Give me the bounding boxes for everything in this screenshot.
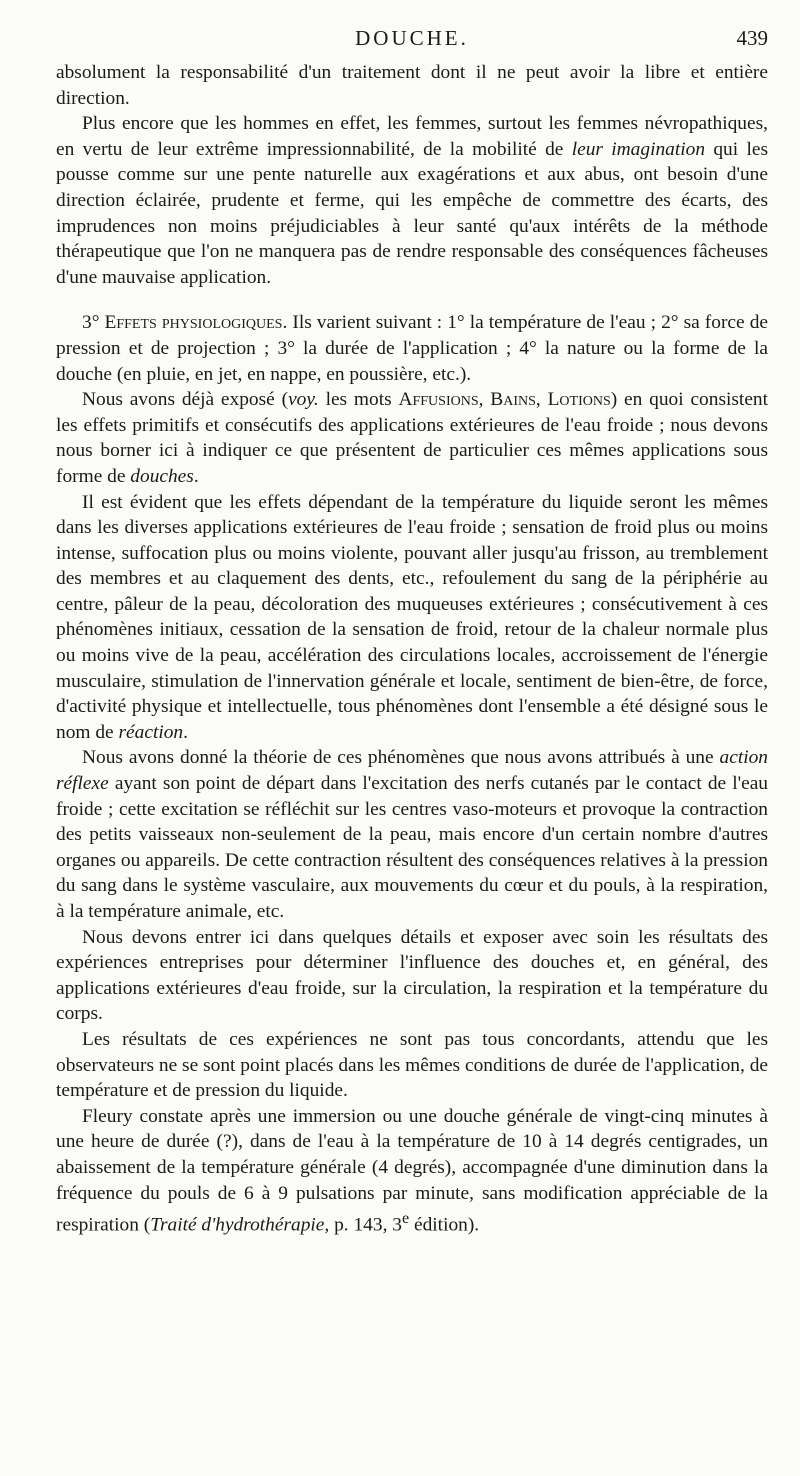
comma: , bbox=[535, 389, 548, 411]
paragraph-6 bbox=[56, 745, 768, 924]
page-header bbox=[56, 26, 768, 56]
running-title: DOUCHE. bbox=[355, 26, 469, 50]
paragraph-9-italic: Traité d'hydrothérapie, bbox=[150, 1214, 330, 1236]
paragraph-5-italic: réaction bbox=[118, 721, 184, 743]
paragraph-6-text: Nous avons donné la théorie de ces phénomènes que nous avons attribués à une bbox=[82, 747, 720, 769]
paragraph-6-text-end: ayant son point de départ dans l'excitation des nerfs cutanés par le contact de l'eau froide ; cette excitation se réfléchit sur les centres vaso-moteurs et provoque la contraction des petits vaisseaux non-seulement de la peau, mais encore d'un certain nombre d'autres organes ou appareils. De cette contraction résultent des conséquences relatives à la pression du sang dans le système vasculaire, aux mouvements du cœur et du pouls, à la respiration, à la température animale, etc. bbox=[56, 773, 768, 922]
edition-superscript: e bbox=[401, 1210, 410, 1228]
paragraph-9-text: Fleury constate après une immersion ou une douche générale de vingt-cinq minutes à une heure de durée (?), dans de l'eau à la température de 10 à 14 degrés centigrades, un abaissement de la température générale (4 degrés), accompagnée d'une diminution dans la fréquence du pouls de 6 à 9 pulsations par minute, sans modification appréciable de la respiration ( bbox=[56, 1105, 768, 1236]
paragraph-5 bbox=[56, 490, 768, 746]
paragraph-4-italic-douches: douches bbox=[130, 465, 194, 487]
section-number: 3° bbox=[82, 312, 105, 334]
paragraph-9-text-end: édition). bbox=[409, 1214, 480, 1236]
paragraph-2-text-end: qui les pousse comme sur une pente naturelle aux exagérations et aux abus, ont besoin d'une direction éclairée, prudente et ferme, qui les empêche de commettre des écarts, des imprudences non moins préjudiciables à leur santé qu'aux intérêts de la méthode thérapeutique que l'on ne manquera pas de rendre responsable des conséquences fâcheuses d'une mauvaise application. bbox=[56, 138, 769, 288]
cross-ref-bains: Bains bbox=[490, 389, 536, 411]
paragraph-1: absolument la responsabilité d'un traitement dont il ne peut avoir la libre et entière direction. bbox=[56, 62, 768, 109]
comma: , bbox=[478, 389, 491, 411]
section-heading: Effets physiologiques. bbox=[104, 312, 288, 334]
period: . bbox=[193, 465, 199, 487]
paragraph-4-text-3: ) en quoi consistent les effets primitifs et consécutifs des applications extérieures de l'eau froide ; nous devons nous borner ici à indiquer ce que présentent de particulier ces mêmes applications sous forme de bbox=[56, 389, 769, 487]
paragraph-4 bbox=[56, 387, 768, 489]
paragraph-7: Nous devons entrer ici dans quelques détails et exposer avec soin les résultats des expériences entreprises pour déterminer l'influence des douches et, en général, des applications extérieures d'eau froide, sur la circulation, la respiration et la température du corps. bbox=[56, 926, 768, 1025]
section-effets-physiologiques bbox=[56, 310, 768, 387]
paragraph-2 bbox=[56, 111, 768, 290]
paragraph-4-italic-voy: voy. bbox=[288, 389, 319, 411]
cross-ref-lotions: Lotions bbox=[547, 389, 611, 411]
page-number: 439 bbox=[736, 26, 768, 50]
paragraph-5-text: Il est évident que les effets dépendant de la température du liquide seront les mêmes dans les diverses applications extérieures de l'eau froide ; sensation de froid plus ou moins intense, suffocation plus ou moins violente, pouvant aller jusqu'au frisson, au tremblement des membres et au claquement des dents, etc., refoulement du sang de la périphérie au centre, pâleur de la peau, décoloration des muqueuses extérieures ; consécutivement à ces phénomènes initiaux, cessation de la sensation de froid, retour de la chaleur normale plus ou moins vive de la peau, accélération des circulations locales, accroissement de l'énergie musculaire, stimulation de l'innervation générale et locale, sentiment de bien-être, de force, d'activité physique et intellectuelle, tous phénomènes dont l'ensemble a été désigné sous le nom de bbox=[56, 491, 768, 743]
paragraph-4-text-2: les mots bbox=[318, 389, 399, 411]
cross-ref-affusions: Affusions bbox=[398, 389, 479, 411]
section-text: Ils varient suivant : 1° la température de l'eau ; 2° sa force de pression et de projection ; 3° la durée de l'application ; 4° la nature ou la forme de la douche (en pluie, en jet, en nappe, en poussière, etc.). bbox=[56, 312, 768, 385]
period: . bbox=[183, 721, 188, 743]
paragraph-8: Les résultats de ces expériences ne sont pas tous concordants, attendu que les observateurs ne se sont point placés dans les mêmes conditions de durée de l'application, de température et de pression du liquide. bbox=[56, 1028, 768, 1102]
paragraph-2-italic: leur imagination bbox=[571, 138, 706, 160]
paragraph-2-text: Plus encore que les hommes en effet, les femmes, surtout les femmes névropathiques, en vertu de leur extrême impressionnabilité, de la mobilité de bbox=[56, 113, 768, 160]
paragraph-6-italic: action réflexe bbox=[56, 747, 768, 795]
paragraph-4-text: Nous avons déjà exposé ( bbox=[82, 389, 289, 411]
body-text bbox=[56, 60, 768, 1238]
paragraph-9 bbox=[56, 1104, 768, 1238]
paragraph-9-text-2: p. 143, 3 bbox=[329, 1214, 402, 1236]
